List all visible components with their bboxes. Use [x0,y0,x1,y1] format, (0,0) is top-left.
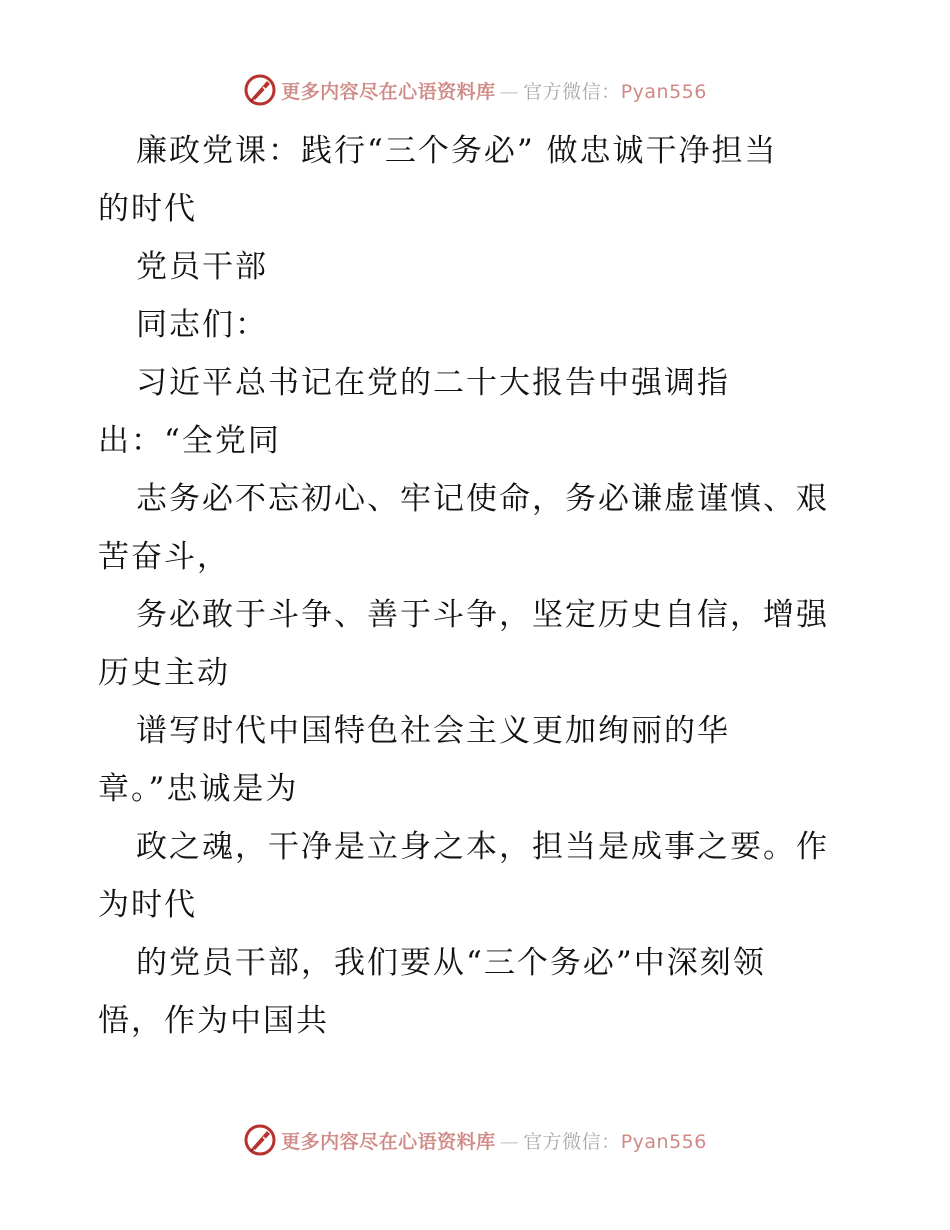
document-line: 习近平总书记在党的二十大报告中强调指 [136,365,730,401]
document-line: 悟，作为中国共 [98,1003,329,1039]
quill-pen-logo-icon [243,1123,277,1157]
document-subtitle: 党员干部 [136,249,268,285]
document-title-line-2: 的时代 [98,191,197,227]
document-line: 志务必不忘初心、牢记使命，务必谦虚谨慎、艰 [136,481,829,517]
banner-wechat-label: 官方微信： [523,80,621,103]
document-line: 的党员干部，我们要从“三个务必”中深刻领 [136,945,766,981]
banner-site-text: 更多内容尽在心语资料库 [281,1130,496,1153]
banner-text [281,1127,707,1154]
banner-wechat-id: Pyan556 [620,1130,707,1153]
document-line: 苦奋斗， [98,539,230,575]
document-salutation: 同志们： [136,307,268,343]
document-body [98,122,858,1050]
document-title-line-1: 廉政党课：践行“三个务必” 做忠诚干净担当 [136,133,778,169]
document-line: 章。”忠诚是为 [98,771,299,807]
document-line: 出：“全党同 [98,423,281,459]
banner-separator: — [499,1130,520,1153]
document-line: 为时代 [98,887,197,923]
quill-pen-logo-icon [243,73,277,107]
document-line: 务必敢于斗争、善于斗争，坚定历史自信，增强 [136,597,829,633]
banner-wechat-id: Pyan556 [620,80,707,103]
header-banner [0,70,950,110]
footer-banner [0,1120,950,1160]
banner-text [281,77,707,104]
document-line: 政之魂，干净是立身之本，担当是成事之要。作 [136,829,829,865]
document-line: 谱写时代中国特色社会主义更加绚丽的华 [136,713,730,749]
banner-site-text: 更多内容尽在心语资料库 [281,80,496,103]
banner-separator: — [499,80,520,103]
banner-wechat-label: 官方微信： [523,1130,621,1153]
document-line: 历史主动 [98,655,230,691]
